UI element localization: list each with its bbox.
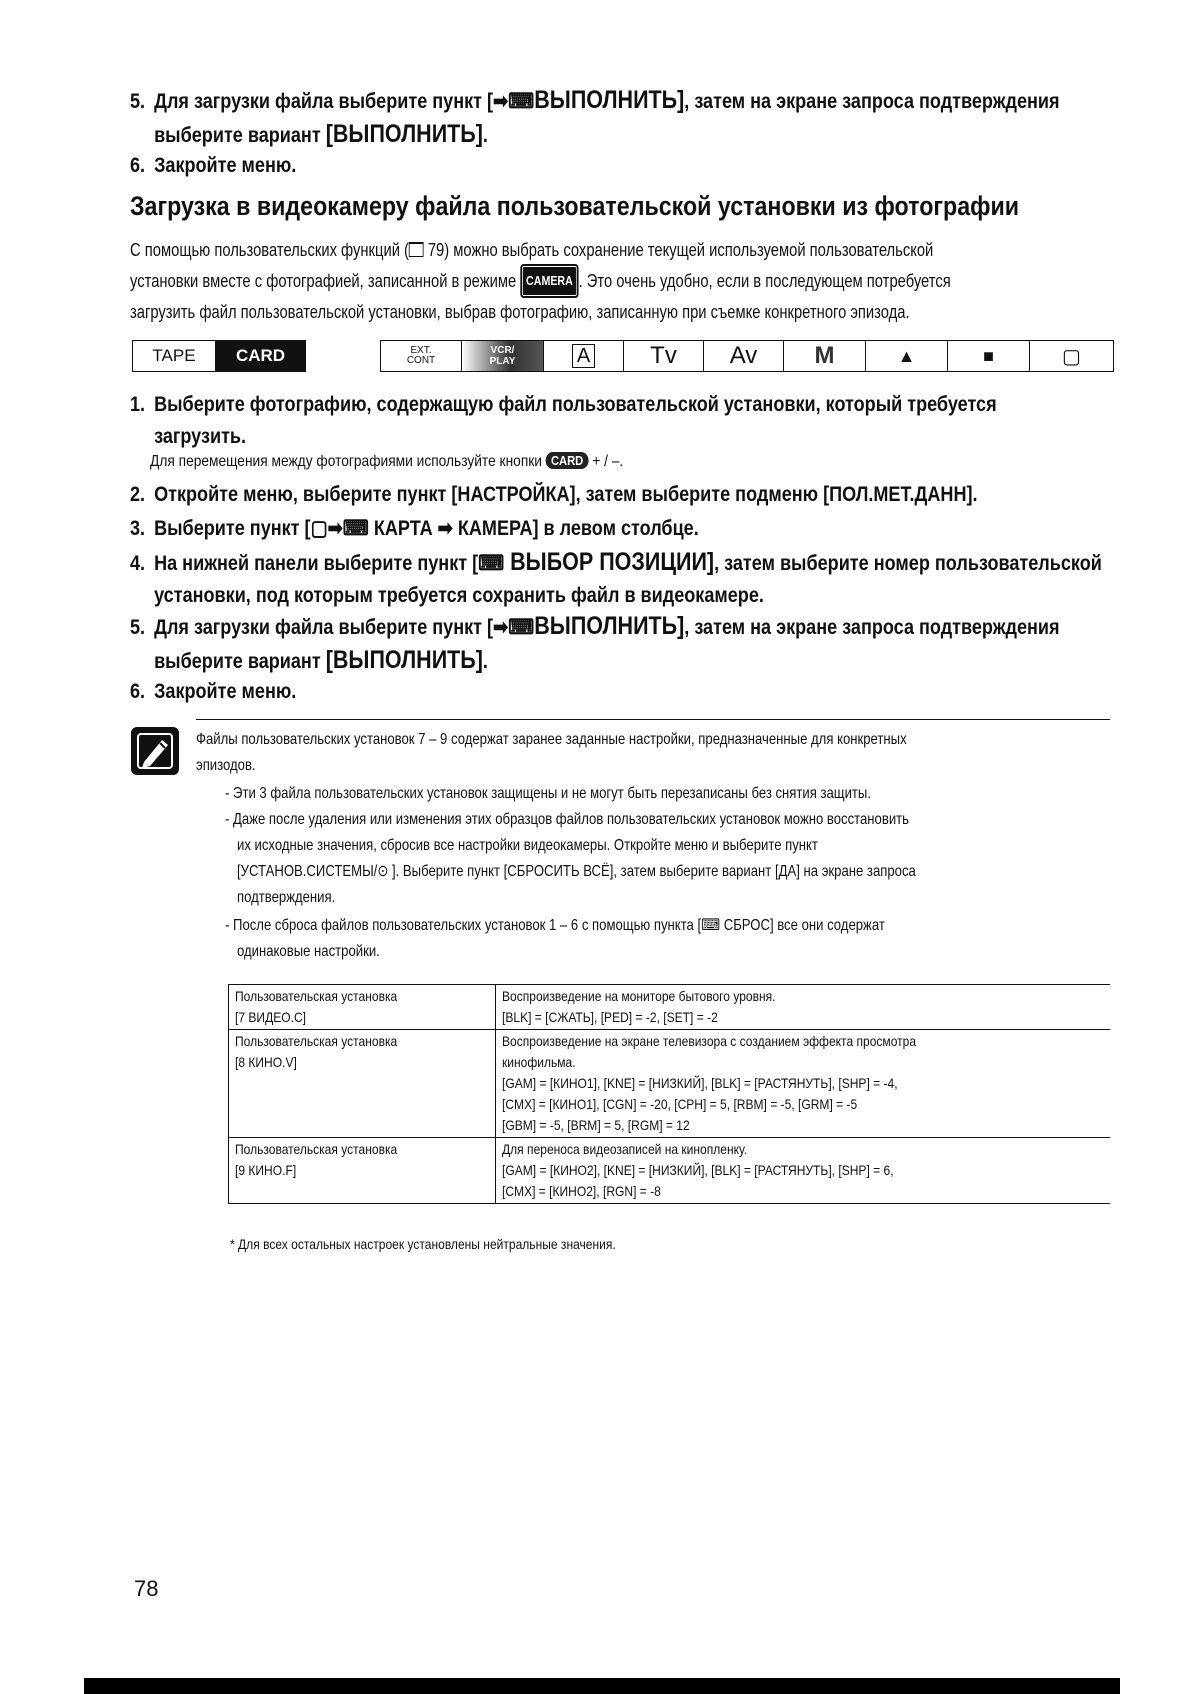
scene-mode-icon: ▢ [1029,341,1113,371]
footer-bar [84,1678,1120,1694]
table-cell: Пользовательская установка [9 КИНО.F] [229,1138,496,1204]
table-row [229,1138,1111,1204]
note-bullet-cont: их исходные значения, сбросив все настройки видеокамеры. Откройте меню и выберите пункт [237,837,818,854]
card-mode-label: CARD [215,341,305,371]
step-1-hint: Для перемещения между фотографиями используйте кнопки CARD + / –. [150,453,624,470]
book-reference-icon [409,242,424,257]
position-select-icon: ⌨ [478,552,505,575]
note-bullet-cont: [УСТАНОВ.СИСТЕМЫ/⊙ ]. Выберите пункт [СБРОСИТЬ ВСЁ], затем выберите вариант [ДА] на экране запроса [237,863,916,880]
step-1: 1. Выберите фотографию, содержащую файл пользовательской установки, который требуется загрузить. [130,393,997,448]
ext-cont-mode: EXT. CONT [406,345,436,366]
card-button-icon: CARD [546,452,589,469]
table-row [229,985,1111,1030]
intro-paragraph: С помощью пользовательских функций ( 79) можно выбрать сохранение текущей используемой пользовательской установки вместе с фотографией, записанной в режиме CAMERA . Это очень удобно, если в последующем потребуется загрузить файл пользовательской установки, выбрав фотографию, записанную при съемке конкретного эпизода. [130,240,951,322]
note-bullet: - Эти 3 файла пользовательских установок защищены и не могут быть перезаписаны без снятия защиты. [225,785,872,802]
auto-mode-icon: A [543,341,623,371]
portrait-mode-icon: ▲ [865,341,947,371]
camera-mode-badge: CAMERA [520,264,578,298]
step-4: 4. На нижней панели выберите пункт [⌨ ВЫБОР ПОЗИЦИИ], затем выберите номер пользовательской установки, под которым требуется сохранить файл в видеокамере. [130,548,1102,607]
manual-mode-label: M [783,341,865,371]
step-5: 5. Для загрузки файла выберите пункт [➡⌨ВЫПОЛНИТЬ], затем на экране запроса подтверждения выберите вариант [ВЫПОЛНИТЬ]. [130,612,1060,674]
page-number: 78 [134,1576,159,1601]
arrow-icon: ➡ [493,616,509,639]
top-step-6: 6. Закройте меню. [130,154,297,177]
section-heading: Загрузка в видеокамеру файла пользовательской установки из фотографии [130,191,1020,221]
table-row [229,1030,1111,1138]
shooting-mode-box [380,340,1114,372]
top-step-5: 5. Для загрузки файла выберите пункт [➡⌨ВЫПОЛНИТЬ], затем на экране запроса подтверждения выберите вариант [ВЫПОЛНИТЬ]. [130,86,1060,148]
menu-item-icon: ⌨ [508,90,535,113]
note-bullet-cont: подтверждения. [237,889,336,906]
note-divider [196,719,1110,720]
note-bullet-cont: одинаковые настройки. [237,943,380,960]
note-bullet: - После сброса файлов пользовательских установок 1 – 6 с помощью пункта [⌨ СБРОС] все они содержат [225,917,885,934]
av-mode-label: Av [703,341,783,371]
note-pencil-icon [130,726,180,776]
table-cell: Пользовательская установка [7 ВИДЕО.С] [229,985,496,1030]
card-to-camera-icon: ▢➡⌨ [310,517,369,540]
step-2: 2. Откройте меню, выберите пункт [НАСТРОЙКА], затем выберите подменю [ПОЛ.МЕТ.ДАНН]. [130,483,978,506]
table-cell: Воспроизведение на экране телевизора с созданием эффекта просмотра кинофильма. [GAM] = [КИНО1], [KNE] = [НИЗКИЙ], [BLK] = [РАСТЯНУТЬ], [SHP] = -4, [CMX] = [КИНО1], [CGN] = -20, [CPH] = 5, [RBM] = -5, [GRM] = -5 [GBM] = -5, [BRM] = 5, [RGM] = 12 [496,1030,1111,1138]
tape-mode-label: TAPE [152,346,196,365]
step-6: 6. Закройте меню. [130,680,297,703]
note-line-1: Файлы пользовательских установок 7 – 9 содержат заранее заданные настройки, предназначенные для конкретных [196,731,907,748]
table-cell: Воспроизведение на мониторе бытового уровня. [BLK] = [СЖАТЬ], [PED] = -2, [SET] = -2 [496,985,1111,1030]
note-line-2: эпизодов. [196,757,256,774]
table-footnote: * Для всех остальных настроек установлены нейтральные значения. [230,1236,616,1252]
media-mode-box [132,340,306,372]
step-3: 3. Выберите пункт [▢➡⌨ КАРТА ➡ КАМЕРА] в левом столбце. [130,517,699,540]
note-bullet: - Даже после удаления или изменения этих образцов файлов пользовательских установок можно восстановить [225,811,909,828]
table-cell: Пользовательская установка [8 КИНО.V] [229,1030,496,1138]
night-mode-icon: ■ [947,341,1029,371]
vcr-play-mode: VCR/ PLAY [461,341,543,371]
custom-preset-table [228,984,1110,1204]
tv-mode-label: Tv [623,341,703,371]
menu-item-icon: ⌨ [508,616,535,639]
table-cell: Для переноса видеозаписей на кинопленку. [GAM] = [КИНО2], [KNE] = [НИЗКИЙ], [BLK] = [РАСТЯНУТЬ], [SHP] = 6, [CMX] = [КИНО2], [RGN] = -8 [496,1138,1111,1204]
arrow-icon: ➡ [493,90,509,113]
